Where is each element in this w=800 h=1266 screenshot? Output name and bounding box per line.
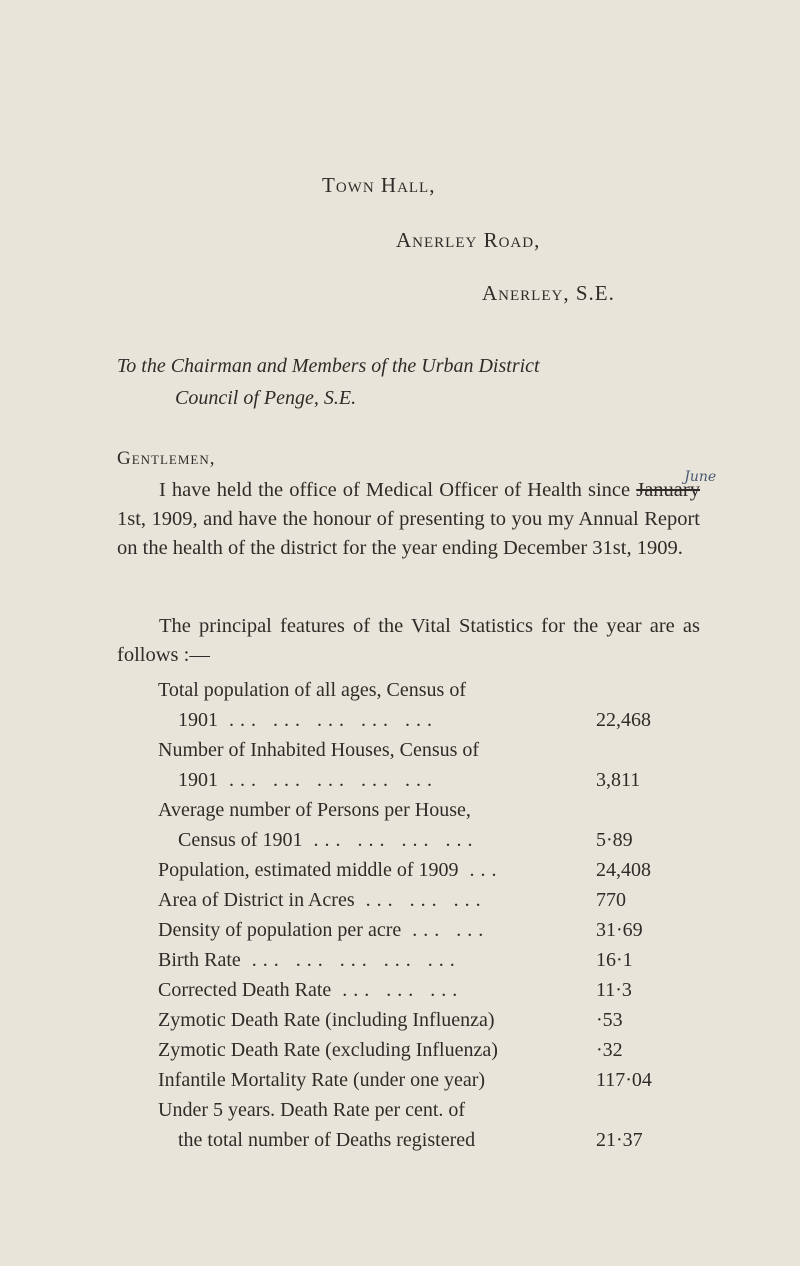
dot-leader: ... xyxy=(458,859,503,881)
statistics-row xyxy=(158,675,698,735)
statistic-value: 5·89 xyxy=(596,829,633,851)
features-paragraph xyxy=(117,612,700,670)
statistic-label-line-1: Infantile Mortality Rate (under one year) xyxy=(158,1069,486,1091)
statistic-label xyxy=(158,675,586,735)
statistic-label-line-1: Corrected Death Rate ... ... ... xyxy=(158,979,464,1001)
statistic-value: 22,468 xyxy=(596,709,651,731)
statistic-value: 24,408 xyxy=(596,859,651,881)
statistic-value: 770 xyxy=(596,889,626,911)
statistic-label xyxy=(158,1095,586,1155)
statistic-label xyxy=(158,1005,586,1035)
statistic-label xyxy=(158,795,586,855)
salutation-line-2: Council of Penge, S.E. xyxy=(175,387,357,409)
dot-leader: ... ... ... xyxy=(331,979,464,1001)
statistics-row xyxy=(158,1005,698,1035)
statistic-label-line-1: Zymotic Death Rate (excluding Influenza) xyxy=(158,1039,498,1061)
statistics-row xyxy=(158,975,698,1005)
statistic-value: 16·1 xyxy=(596,949,633,971)
statistic-label-line-2-text: the total number of Deaths registered xyxy=(178,1129,476,1151)
statistics-row xyxy=(158,855,698,885)
statistics-row xyxy=(158,1095,698,1155)
statistic-value: 21·37 xyxy=(596,1129,643,1151)
address-line-2: Anerley Road, xyxy=(396,228,541,252)
handwritten-correction: June xyxy=(684,469,717,485)
statistic-label xyxy=(158,975,586,1005)
statistic-label-line-2-text: 1901 xyxy=(178,709,218,731)
statistic-label xyxy=(158,855,586,885)
statistic-label-line-2 xyxy=(158,765,586,795)
statistic-label xyxy=(158,735,586,795)
corrected-word xyxy=(636,469,717,501)
intro-paragraph xyxy=(117,469,717,563)
intro-text-2: 1st, 1909, and have the honour of presenting to you my Annual Report on the health of the district for the year ending December 31st, 1909. xyxy=(117,508,700,559)
dot-leader: ... ... xyxy=(401,919,490,941)
statistic-label-line-1: Birth Rate ... ... ... ... ... xyxy=(158,949,461,971)
dot-leader: ... ... ... xyxy=(354,889,487,911)
address-line-3: Anerley, S.E. xyxy=(482,281,615,305)
intro-text-1: I have held the office of Medical Officer of Health since xyxy=(159,479,637,501)
statistics-table xyxy=(158,675,698,1155)
statistic-value: ·53 xyxy=(596,1009,623,1031)
statistic-label xyxy=(158,1065,586,1095)
statistic-label-line-1: Number of Inhabited Houses, Census of xyxy=(158,739,480,761)
statistics-row xyxy=(158,735,698,795)
statistic-value: 3,811 xyxy=(596,769,641,791)
statistic-label-line-1: Population, estimated middle of 1909 ... xyxy=(158,859,503,881)
statistics-row xyxy=(158,795,698,855)
dot-leader: ... ... ... ... ... xyxy=(218,769,438,791)
dot-leader: ... ... ... ... ... xyxy=(218,709,438,731)
statistic-label-line-1: Zymotic Death Rate (including Influenza) xyxy=(158,1009,495,1031)
statistic-label xyxy=(158,915,586,945)
greeting: Gentlemen, xyxy=(117,448,216,469)
statistic-value: 11·3 xyxy=(596,979,632,1001)
statistic-label-line-2 xyxy=(158,705,586,735)
statistics-row xyxy=(158,915,698,945)
salutation xyxy=(117,350,717,414)
statistic-label-line-2 xyxy=(158,825,586,855)
statistics-row xyxy=(158,885,698,915)
struck-word: January xyxy=(636,479,700,501)
statistics-row xyxy=(158,1065,698,1095)
dot-leader: ... ... ... ... ... xyxy=(240,949,461,971)
statistic-value: 117·04 xyxy=(596,1069,652,1091)
statistic-label xyxy=(158,885,586,915)
statistic-label xyxy=(158,1035,586,1065)
statistic-value: 31·69 xyxy=(596,919,643,941)
statistics-row xyxy=(158,1035,698,1065)
dot-leader: ... ... ... ... xyxy=(302,829,479,851)
statistic-label-line-1: Density of population per acre ... ... xyxy=(158,919,490,941)
statistic-label-line-1: Total population of all ages, Census of xyxy=(158,679,466,701)
statistic-label-line-1: Under 5 years. Death Rate per cent. of xyxy=(158,1099,466,1121)
salutation-line-1: To the Chairman and Members of the Urban District xyxy=(117,355,540,377)
statistic-label-line-2-text: Census of 1901 xyxy=(178,829,303,851)
statistic-label xyxy=(158,945,586,975)
statistic-label-line-2 xyxy=(158,1125,586,1155)
statistic-label-line-1: Average number of Persons per House, xyxy=(158,799,471,821)
address-line-1: Town Hall, xyxy=(322,173,436,197)
statistic-value: ·32 xyxy=(596,1039,623,1061)
statistic-label-line-1: Area of District in Acres ... ... ... xyxy=(158,889,487,911)
statistic-label-line-2-text: 1901 xyxy=(178,769,218,791)
features-intro: The principal features of the Vital Statistics for the year are as follows :— xyxy=(117,615,700,666)
statistics-row xyxy=(158,945,698,975)
